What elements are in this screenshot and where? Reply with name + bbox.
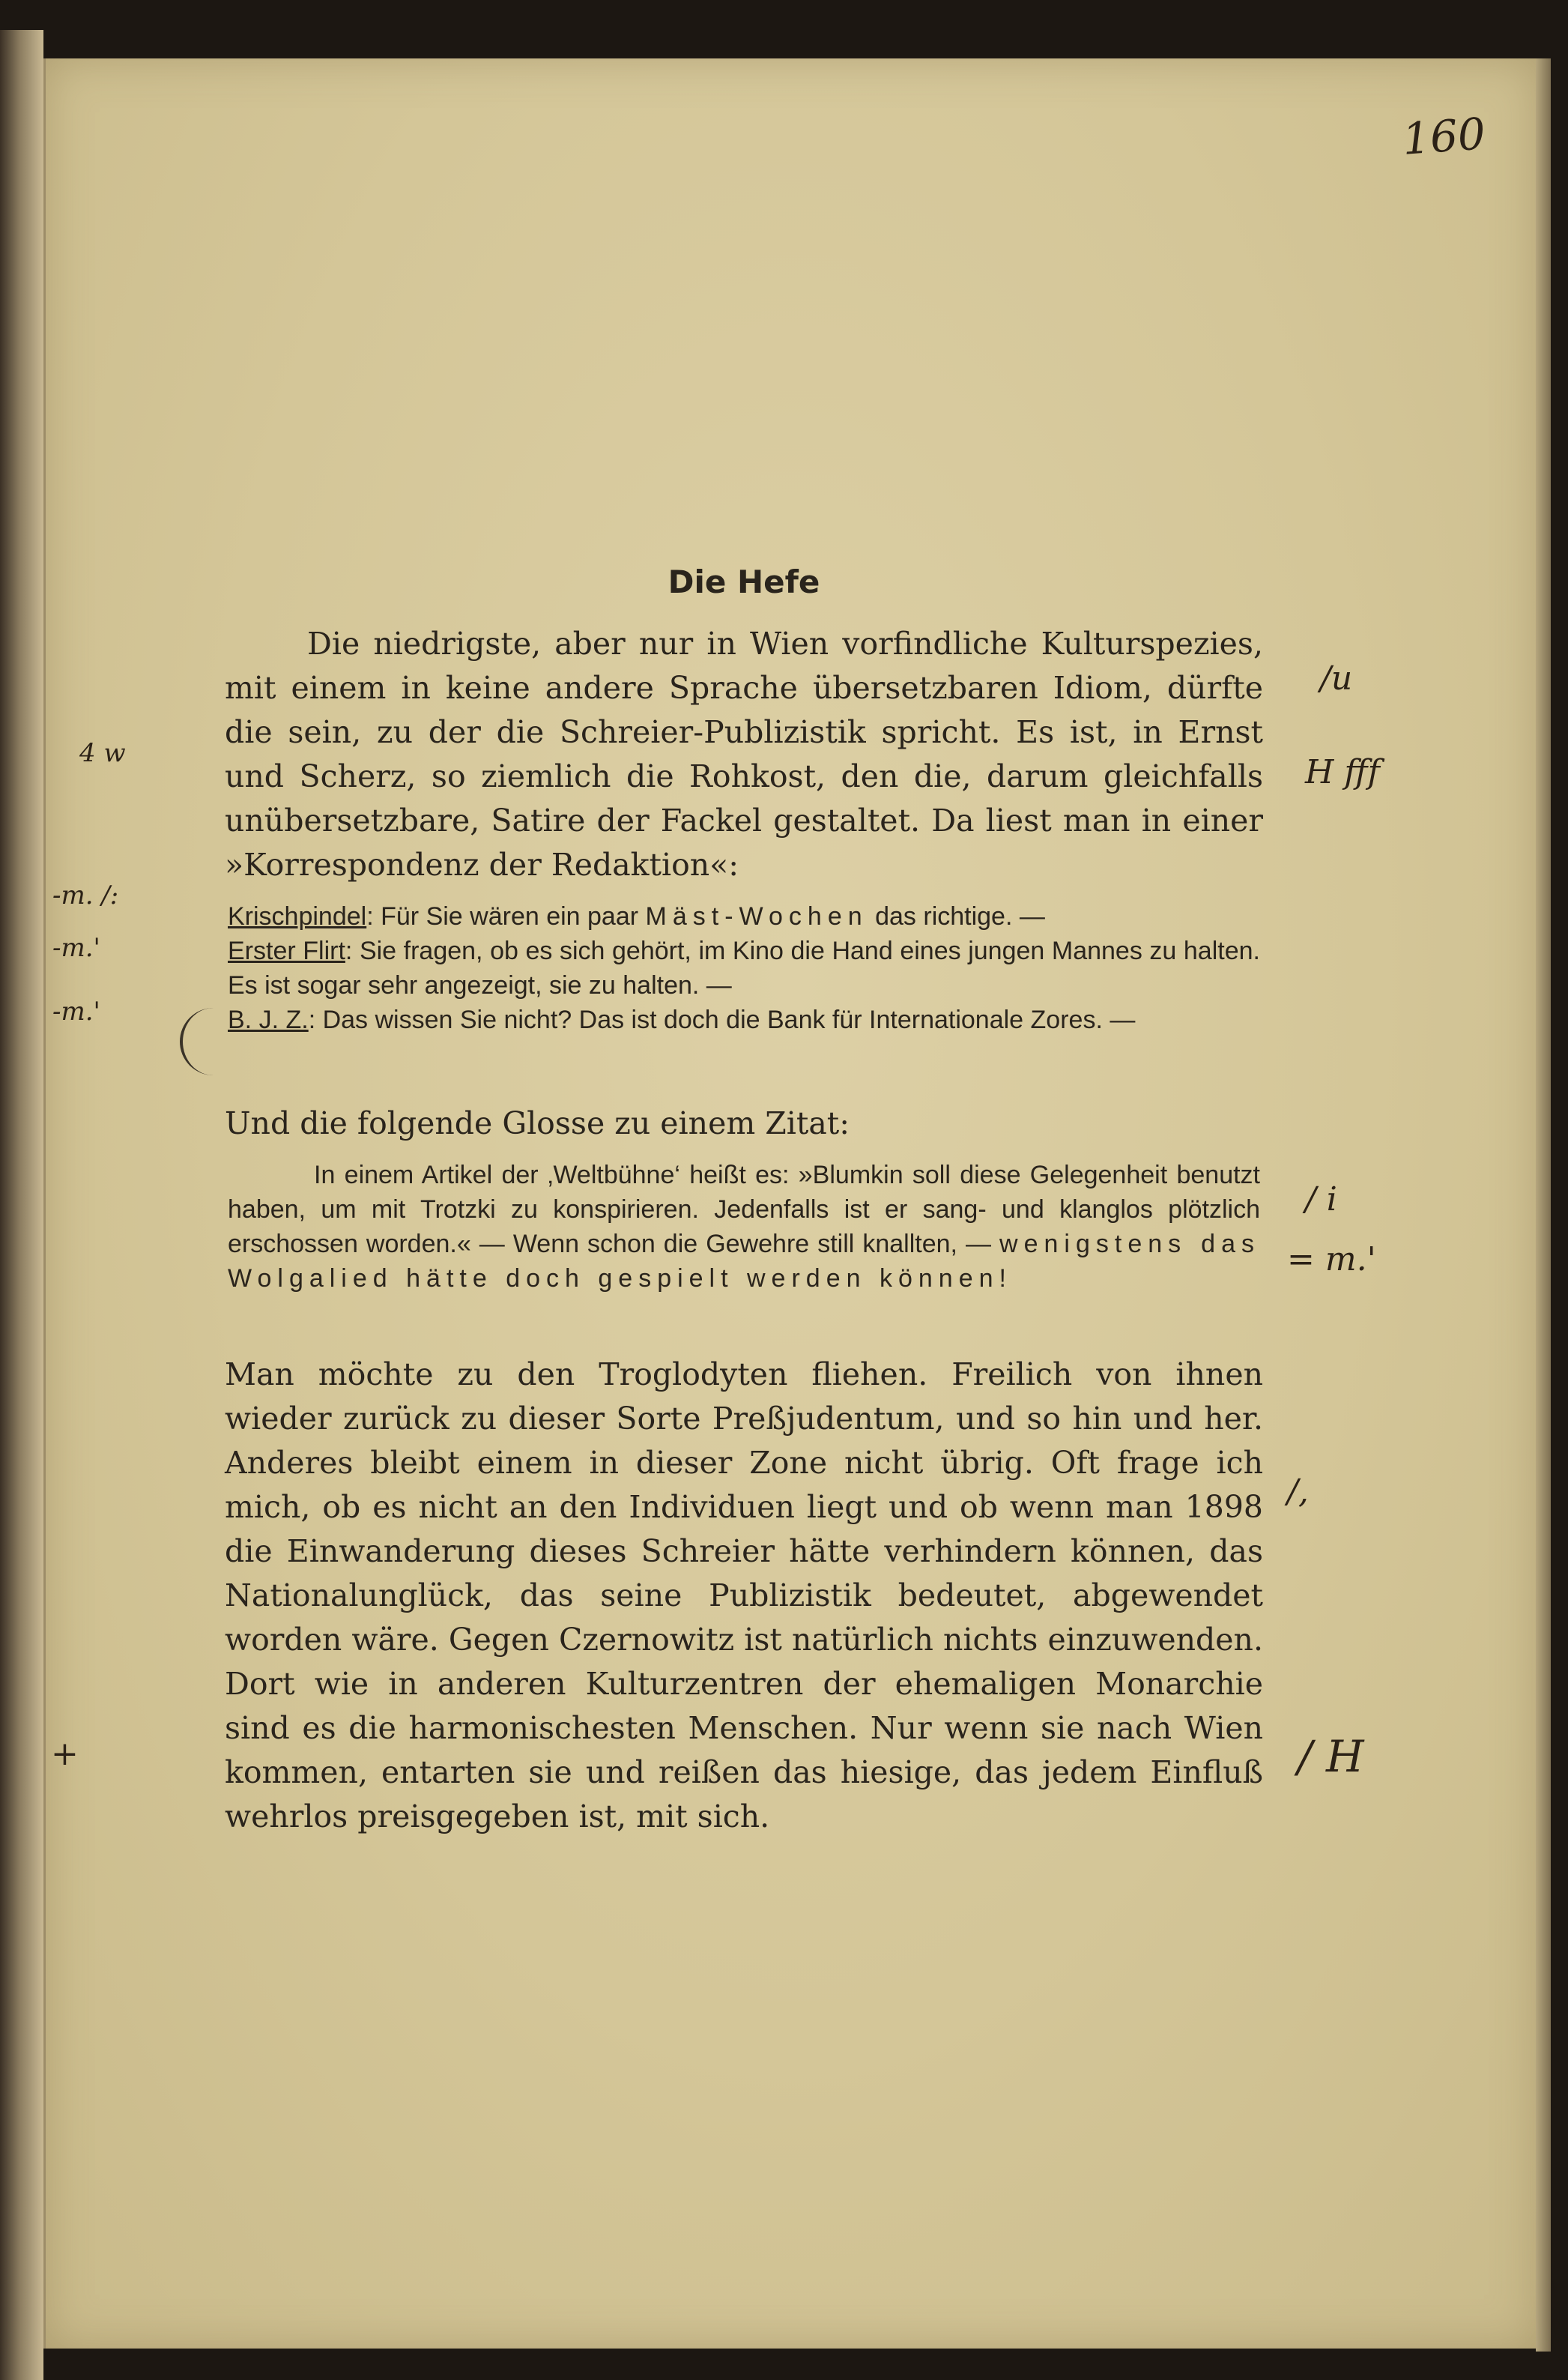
- margin-mark-left: -m.': [52, 933, 100, 963]
- quote-block: [228, 1158, 1260, 1296]
- quote-text: In einem Artikel der ‚Weltbühne‘ heißt es: »Blumkin soll diese Gelegenheit benutzt haben, um mit Trotzki zu konspirieren. Jedenfalls ist er sang- und klanglos plötzlich erschossen worden.« — Wenn schon die Gewehre still knallten, —: [228, 1161, 1260, 1258]
- margin-mark-right: / H: [1298, 1731, 1364, 1782]
- correspondence-block: [228, 899, 1260, 1037]
- margin-mark-right: /,: [1287, 1473, 1309, 1511]
- entry-bjz: B. J. Z.: Das wissen Sie nicht? Das ist doch die Bank für Internationale Zores. —: [228, 1006, 1136, 1034]
- margin-mark-left: 4 w: [79, 738, 126, 768]
- entry-krischpindel: Krischpindel: Für Sie wären ein paar Mäst-Wochen das richtige. —: [228, 902, 1045, 931]
- entry-erster-flirt: Erster Flirt: Sie fragen, ob es sich gehört, im Kino die Hand eines jungen Mannes zu halten. Es ist sogar sehr angezeigt, sie zu halten. —: [228, 937, 1260, 1000]
- quote-spaced-text: wenigstens das Wolgalied hätte doch gespielt werden können!: [228, 1230, 1260, 1293]
- page-number: 160: [1400, 108, 1487, 165]
- margin-mark-right: /u: [1320, 659, 1353, 698]
- margin-mark-left: +: [51, 1735, 79, 1773]
- margin-mark-right: / i: [1305, 1180, 1337, 1218]
- entry-head: Krischpindel: [228, 902, 367, 931]
- margin-mark-right: = m.': [1287, 1240, 1376, 1278]
- margin-mark-left: -m. /:: [52, 881, 119, 910]
- facing-page-edge: [0, 30, 43, 2380]
- entry-head: Erster Flirt: [228, 937, 345, 965]
- page-edge-right: [1536, 58, 1551, 2352]
- glosse-intro: Und die folgende Glosse zu einem Zitat:: [225, 1105, 850, 1141]
- margin-mark-right: H fff: [1305, 753, 1380, 791]
- page-title: Die Hefe: [668, 564, 820, 600]
- margin-mark-left: -m.': [52, 997, 100, 1027]
- paragraph-intro: Die niedrigste, aber nur in Wien vorfindliche Kulturspezies, mit einem in keine andere Sprache übersetzbaren Idiom, dürfte die sein, zu der die Schreier-Publizistik spricht. Es ist, in Ernst und Scherz, so ziemlich die Rohkost, den die, darum gleichfalls unübersetzbare, Satire der Fackel gestaltet. Da liest man in einer »Korrespondenz der Redaktion«:: [225, 626, 1263, 883]
- paragraph-main: Man möchte zu den Troglodyten fliehen. Freilich von ihnen wieder zurück zu dieser Sorte Preßjudentum, und so hin und her. Anderes bleibt einem in dieser Zone nicht übrig. Oft frage ich mich, ob es nicht an den Individuen liegt und ob wenn man 1898 die Einwanderung dieses Schreier hätte verhindern können, das Nationalunglück, das seine Publizistik bedeutet, abgewendet worden wäre. Gegen Czernowitz ist natürlich nichts einzuwenden. Dort wie in anderen Kulturzentren der ehemaligen Monarchie sind es die harmonischesten Menschen. Nur wenn sie nach Wien kommen, entarten sie und reißen das hiesige, das jedem Einfluß wehrlos preisgegeben ist, mit sich.: [225, 1356, 1263, 1834]
- entry-head: B. J. Z.: [228, 1006, 309, 1034]
